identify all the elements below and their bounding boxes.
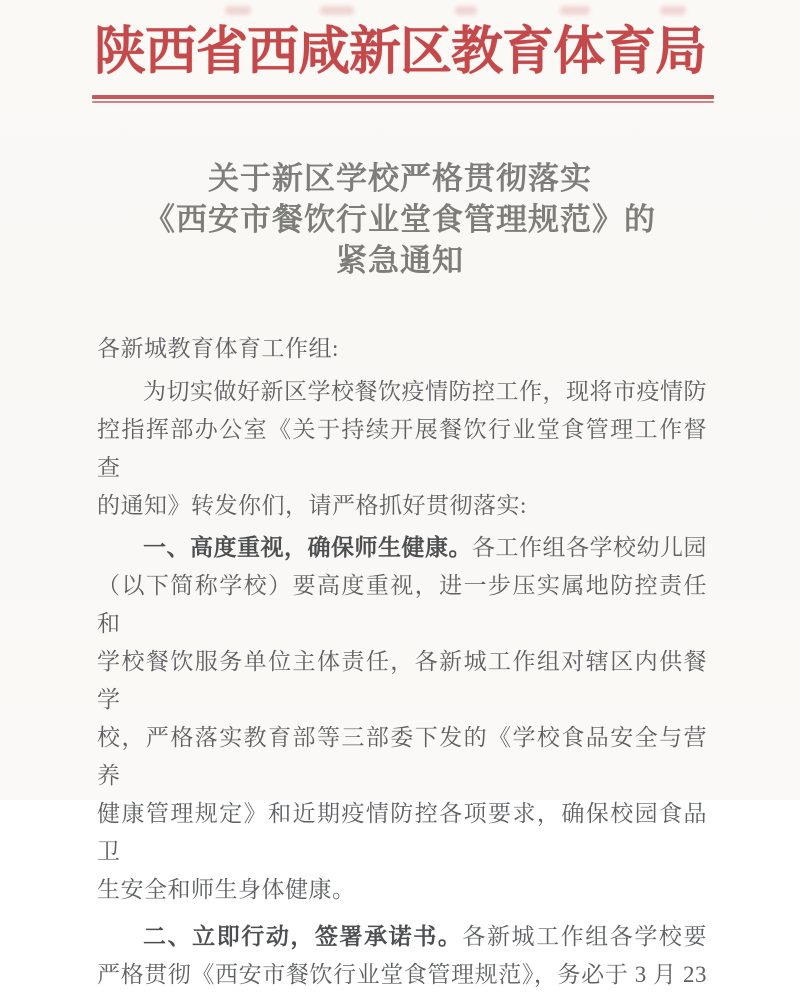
section-2-heading-line xyxy=(97,918,707,956)
document-title xyxy=(0,158,800,281)
section-1-heading-line xyxy=(97,529,707,567)
scan-artifact xyxy=(225,6,251,15)
body-line: 为切实做好新区学校餐饮疫情防控工作，现将市疫情防 xyxy=(143,379,707,404)
section-1-heading: 一、高度重视，确保师生健康。 xyxy=(143,535,472,560)
document-title-line: 紧急通知 xyxy=(336,243,464,278)
scan-artifact xyxy=(560,6,590,15)
body-line: 学校餐饮服务单位主体责任，各新城工作组对辖区内供餐学 xyxy=(97,649,707,712)
scan-artifact xyxy=(660,6,686,15)
document-title-line: 关于新区学校严格贯彻落实 xyxy=(208,161,592,196)
masthead-underline-top xyxy=(92,95,714,99)
body-line: 的通知》转发你们，请严格抓好贯彻落实: xyxy=(97,493,527,518)
agency-masthead: 陕西省西咸新区教育体育局 xyxy=(93,24,706,81)
section-1 xyxy=(97,529,707,909)
salutation: 各新城教育体育工作组: xyxy=(97,336,339,361)
section-1-heading-rest: 各工作组各学校幼儿园 xyxy=(472,535,707,560)
masthead-underline xyxy=(92,95,714,103)
body-line: 控指挥部办公室《关于持续开展餐饮行业堂食管理工作督查 xyxy=(97,417,707,480)
body-line: 严格贯彻《西安市餐饮行业堂食管理规范》，务必于 3 月 23 xyxy=(97,962,708,987)
section-2-heading-rest: 各新城工作组各学校要 xyxy=(462,924,708,949)
body-line: 校，严格落实教育部等三部委下发的《学校食品安全与营养 xyxy=(97,725,707,788)
scan-artifact xyxy=(320,6,354,15)
document-title-line: 《西安市餐饮行业堂食管理规范》的 xyxy=(144,202,656,237)
document-body xyxy=(97,330,707,994)
scan-artifact xyxy=(455,6,477,15)
body-line: 健康管理规定》和近期疫情防控各项要求，确保校园食品卫 xyxy=(97,801,707,864)
section-2-heading: 二、立即行动，签署承诺书。 xyxy=(143,924,463,949)
body-line: （以下简称学校）要高度重视，进一步压实属地防控责任和 xyxy=(97,573,707,636)
body-line: 生安全和师生身体健康。 xyxy=(97,877,356,902)
masthead-underline-bottom xyxy=(92,101,714,103)
intro-paragraph xyxy=(97,373,707,525)
section-2 xyxy=(97,918,707,994)
